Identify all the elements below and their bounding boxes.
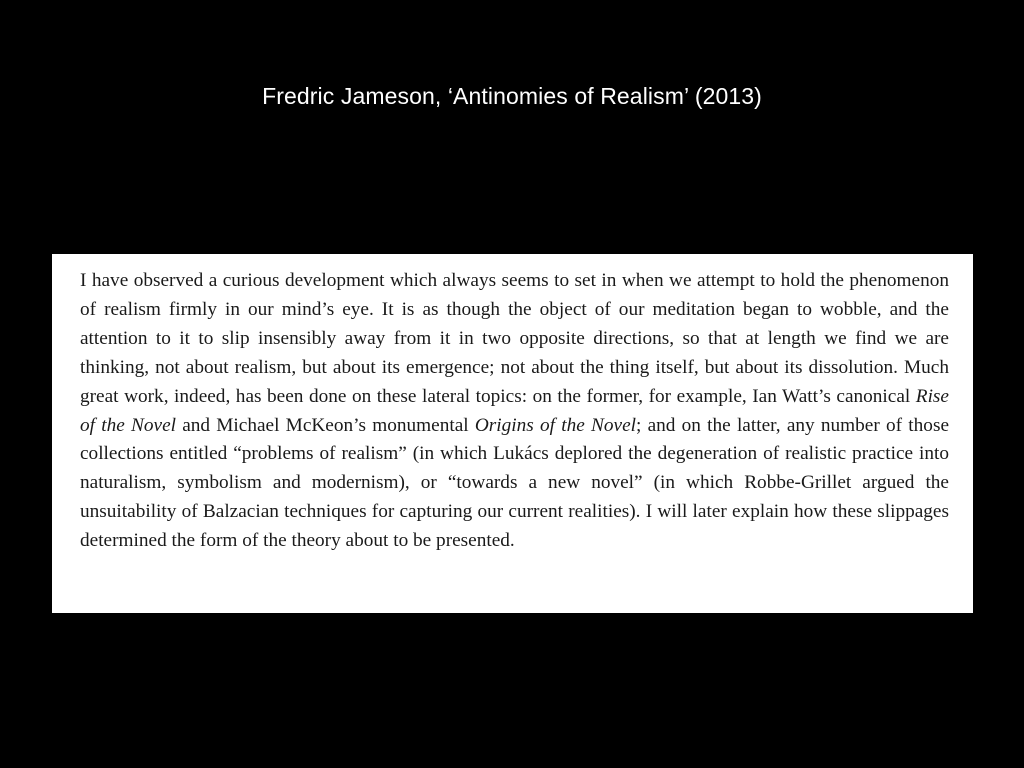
quote-text-part-3: ; and on the latter, any number of those collections entitled “problems of realism” (in which Lukács deplored the degeneration of realistic practice into naturalism, symbolism and modernism), or “towards a new novel” (in which Robbe-Grillet argued the unsuitability of Balzacian techniques for capturing our current realities). I will later explain how these slippages determined the form of the theory about to be presented. [80, 414, 950, 552]
quote-text [80, 267, 949, 556]
quote-text-part-2: and Michael McKeon’s monumental [175, 414, 475, 436]
book-title-rise-of-the-novel: Rise of the Novel [80, 385, 949, 436]
book-title-origins-of-the-novel: Origins of the Novel [474, 414, 636, 436]
quote-panel [52, 254, 973, 613]
quote-text-part-1: I have observed a curious development which always seems to set in when we attempt to hold the phenomenon of realism firmly in our mind’s eye. It is as though the object of our meditation began to wobble, and the attention to it to slip insensibly away from it in two opposite directions, so that at length we find we are thinking, not about realism, but about its emergence; not about the thing itself, but about its dissolution. Much great work, indeed, has been done on these lateral topics: on the former, for example, Ian Watt’s canonical [80, 270, 949, 407]
slide-title: Fredric Jameson, ‘Antinomies of Realism’ (2013) [262, 83, 762, 109]
